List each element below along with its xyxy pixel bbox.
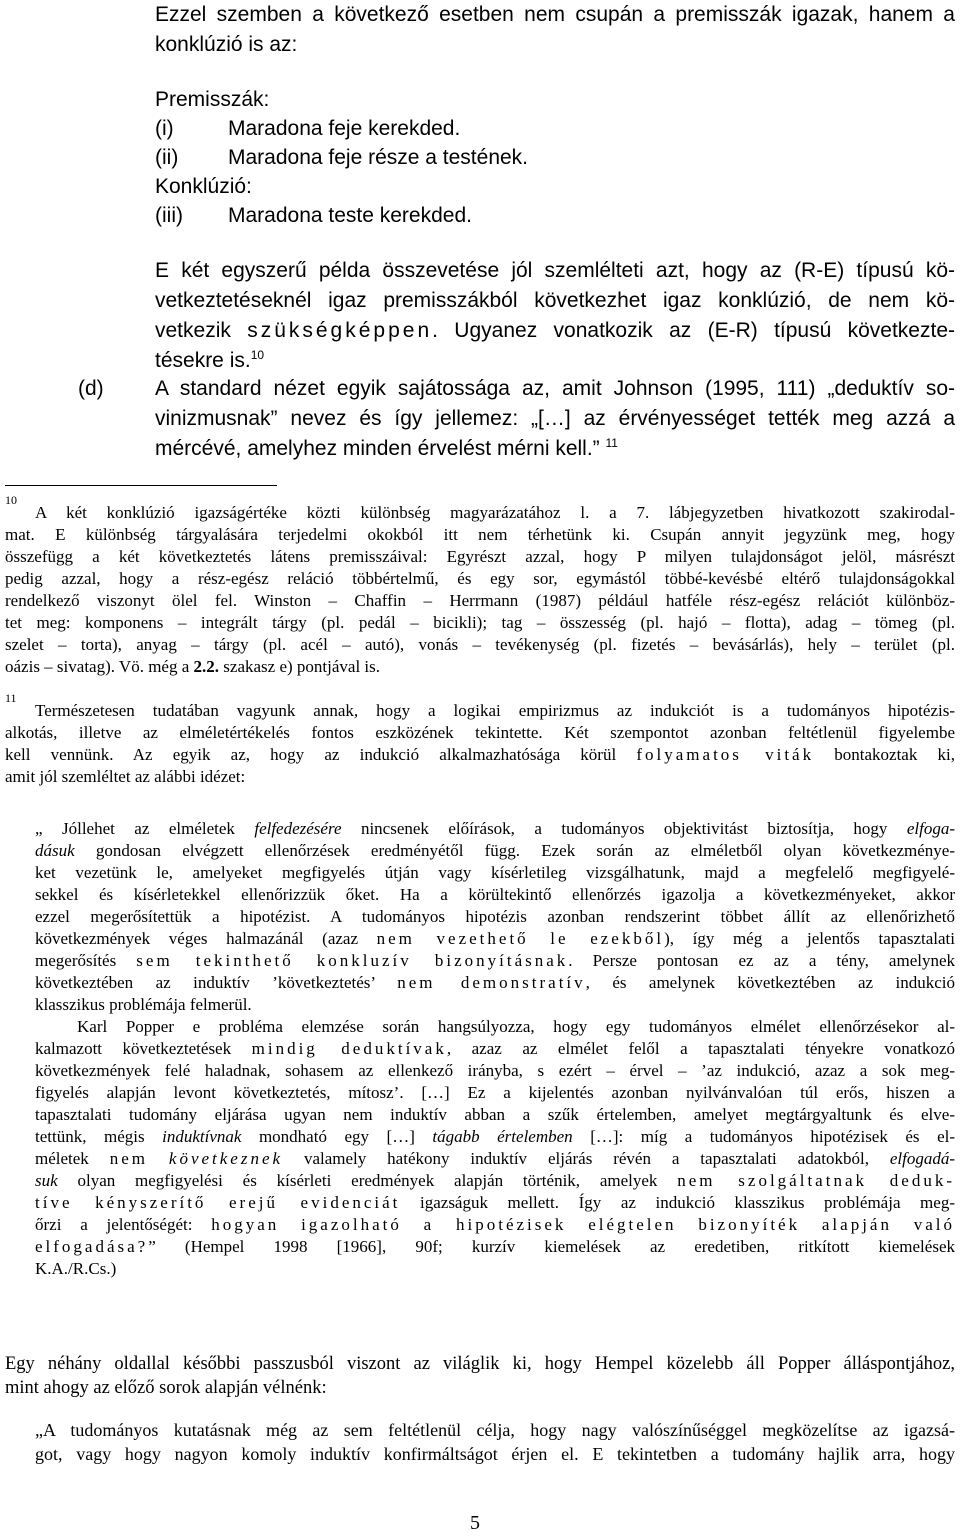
quote-text: „ Jóllehet az elméletek xyxy=(35,819,255,838)
footnote-11 xyxy=(5,700,955,788)
quote-line: következmények felé haladnak, sohasem az ellenkező irányba, s ezért – érvel – ’az indukció, azaz a sok meg- xyxy=(35,1061,955,1080)
paragraph-text: . Ugyanez vonatkozik az (E-R) típusú következte- xyxy=(432,319,955,342)
quote-line: got, vagy hogy nagyon komoly induktív konfirmáltságot érjen el. E tekintetben a tudomány hajlik arra, hogy xyxy=(35,1444,955,1464)
footnote-line: alkotás, illetve az elméletértékelés fontos eszközének tekintette. Két szempontot azonban feltétlenül figyelembe xyxy=(5,723,955,742)
quote-line xyxy=(35,818,955,840)
spaced-emphasis: nem szolgáltatnak deduk- xyxy=(677,1171,955,1190)
item-label-d: (d) xyxy=(78,377,104,400)
standard-view-paragraph xyxy=(155,374,955,464)
paragraph-line: E két egyszerű példa összevetése jól szemlélteti azt, hogy az (R-E) típusú kö- xyxy=(155,259,955,282)
spaced-emphasis: nem demonstratív xyxy=(397,973,586,992)
paragraph-line: Egy néhány oldallal későbbi passzusból viszont az világlik ki, hogy Hempel közelebb áll Popper álláspontjához, xyxy=(5,1354,955,1374)
spaced-italic-emphasis: következnek xyxy=(168,1149,284,1168)
paragraph-line: mint ahogy az előző sorok alapján vélnénk: xyxy=(5,1378,327,1398)
hempel-quote xyxy=(35,818,955,1280)
paragraph-line: A standard nézet egyik sajátossága az, amit Johnson (1995, 111) „deduktív so- xyxy=(155,377,955,400)
quote-line xyxy=(35,1214,955,1236)
quote-text: kalmazott következtetések xyxy=(35,1039,252,1058)
quote-line xyxy=(35,950,955,972)
premise-number: (ii) xyxy=(155,146,179,169)
footnote-line: Természetesen tudatában vagyunk annak, hogy a logikai empirizmus az indukciót is a tudományos hipotézis- xyxy=(35,701,955,720)
quote-line: Karl Popper e probléma elemzése során hangsúlyozza, hogy egy tudományos elmélet ellenőrzésekor al- xyxy=(77,1017,955,1036)
quote-line xyxy=(35,928,955,950)
spaced-emphasis: elfogadása? xyxy=(35,1237,149,1256)
footnote-text: szakasz e) pontjával is. xyxy=(219,657,380,676)
conclusion-text: Maradona teste kerekded. xyxy=(228,204,472,227)
footnote-line: szelet – torta), anyag – tárgy (pl. acél – autó), vonás – tevékenység (pl. fizetés – bevásárlás), hely – terület (pl. xyxy=(5,635,955,654)
italic-emphasis: felfedezésére xyxy=(254,819,342,838)
paragraph-text: vetkezik xyxy=(155,319,231,342)
footnote-text: oázis – sivatag). Vö. még a xyxy=(5,657,194,676)
quote-text: […]: míg a tudományos hipotézisek és el- xyxy=(572,1127,955,1146)
footnote-line: mat. E különbség tárgyalására terjedelmi okokból itt nem térhetünk ki. Csupán annyit jegyzünk meg, hogy xyxy=(5,525,955,544)
quote-line xyxy=(35,1126,955,1148)
italic-emphasis: dásuk xyxy=(35,841,75,860)
premise-number: (i) xyxy=(155,117,174,140)
quote-line: figyelés alapján levont következtetés, mítosz’. […] Ez a kijelentés azonban nyilvánvalóan túl erős, hiszen a xyxy=(35,1083,955,1102)
quote-text: méletek xyxy=(35,1149,110,1168)
spaced-emphasis: mindig deduktívak xyxy=(251,1039,447,1058)
spaced-emphasis: hogyan igazolható a hipotézisek elégtelen bizonyíték alapján való xyxy=(211,1215,956,1234)
quote-line: tapasztalati tudomány eljárása ugyan nem induktív abban a szűk értelemben, amelyet megtárgyaltunk és elve- xyxy=(35,1105,955,1124)
spaced-emphasis: szükségképpen xyxy=(247,319,433,342)
premises-label: Premisszák: xyxy=(155,88,270,111)
footnote-separator xyxy=(5,485,277,486)
second-hempel-quote xyxy=(35,1418,955,1466)
footnote-line: tet meg: komponens – integrált tárgy (pl. pedál – bicikli); tag – összesség (pl. hajó – flotta), adag – tömeg (pl. xyxy=(5,613,955,632)
footnote-text: kell vennünk. Az egyik az, hogy az indukció alkalmazhatósága körül xyxy=(5,745,637,764)
quote-line xyxy=(35,1236,955,1258)
quote-text: tettünk, mégis xyxy=(35,1127,163,1146)
quote-line xyxy=(35,1192,955,1214)
quote-text: . Persze pontosan ez az a tény, amelynek xyxy=(568,951,956,970)
footnote-number: 10 xyxy=(5,493,17,507)
premise-text: Maradona feje kerekded. xyxy=(228,117,461,140)
footnote-line xyxy=(5,656,955,678)
italic-emphasis: elfoga- xyxy=(906,819,955,838)
quote-text: , azaz az elmélet felől a tapasztalati tényekre vonatkozó xyxy=(446,1039,956,1058)
paragraph-line: vinizmusnak” nevez és így jellemez: „[…] az érvényességet tették meg azzá a xyxy=(155,407,955,430)
quote-line: „A tudományos kutatásnak még az sem feltétlenül célja, hogy nagy valószínűséggel megközelítse az igazsá- xyxy=(35,1420,955,1440)
footnote-10 xyxy=(5,502,955,678)
footnote-ref-10[interactable]: 10 xyxy=(250,348,265,362)
footnote-number: 11 xyxy=(5,691,17,705)
premise-text: Maradona feje része a testének. xyxy=(228,146,529,169)
quote-text: megerősítés xyxy=(35,951,137,970)
spaced-emphasis: nem vezethető le ezekből xyxy=(376,929,665,948)
italic-emphasis: induktívnak xyxy=(162,1127,242,1146)
paragraph-text: mércévé, amelyhez minden érvelést mérni kell.” xyxy=(155,437,600,460)
quote-text: nincsenek előírások, a tudományos objektivitást biztosítja, hogy xyxy=(341,819,907,838)
footnote-text: bontakoztak ki, xyxy=(814,745,956,764)
paragraph-line xyxy=(155,434,955,464)
footnote-line: amit jól szemléltet az alábbi idézet: xyxy=(5,767,246,786)
footnote-ref-11[interactable]: 11 xyxy=(605,436,618,450)
intro-line: konklúzió is az: xyxy=(155,33,298,56)
quote-text: következtében az induktív ’következtetés’ xyxy=(35,973,398,992)
quote-text: gondosan elvégzett ellenőrzések eredményétől függ. Ezek során az elméletből olyan következménye- xyxy=(74,841,955,860)
after-quote-paragraph xyxy=(5,1352,955,1400)
paragraph-text: tésekre is. xyxy=(155,349,251,372)
quote-line xyxy=(35,1170,955,1192)
footnote-line: összefügg a két következtetés látens premisszáival: Egyrészt azzal, hogy P milyen tulajdonságot jelöl, másrészt xyxy=(5,547,955,566)
italic-emphasis: suk xyxy=(35,1171,58,1190)
paragraph-line xyxy=(155,346,955,376)
quote-line: K.A./R.Cs.) xyxy=(35,1259,117,1278)
conclusion-number: (iii) xyxy=(155,204,183,227)
conclusion-label: Konklúzió: xyxy=(155,175,252,198)
quote-text: következmények véges halmazánál (azaz xyxy=(35,929,377,948)
quote-text: őrzi a jelentőségét: xyxy=(35,1215,212,1234)
quote-text: igazságuk mellett. Így az indukció klasszikus problémája meg- xyxy=(400,1193,955,1212)
spaced-emphasis: nem xyxy=(109,1149,148,1168)
quote-line: ket vezetünk le, amelyeket megfigyelés útján vagy kísérletileg vizsgálhatunk, majd a megfelelő megfigyelé- xyxy=(35,863,955,882)
paragraph-line: vetkeztetéseknél igaz premisszákból következhet igaz konklúzió, de nem kö- xyxy=(155,289,955,312)
italic-emphasis: tágabb értelemben xyxy=(432,1127,573,1146)
spaced-emphasis: folyamatos viták xyxy=(636,745,815,764)
intro-line: Ezzel szemben a következő esetben nem csupán a premisszák igazak, hanem a xyxy=(155,3,955,26)
footnote-line: rendelkező viszonyt ölel fel. Winston – Chaffin – Herrmann (1987) például hatféle rész-egész relációt különböz- xyxy=(5,591,955,610)
quote-text: mondható egy […] xyxy=(241,1127,433,1146)
quote-text: valamely hatékony induktív eljárás révén a tapasztalati adatokból, xyxy=(283,1149,890,1168)
quote-line: sekkel és kísérletekkel ellenőrizzük őket. Ha a körültekintő ellenőrzés igazolja a következményeket, akkor xyxy=(35,885,955,904)
italic-emphasis: elfogadá- xyxy=(889,1149,956,1168)
page-number: 5 xyxy=(470,1512,480,1534)
quote-line xyxy=(35,1148,955,1170)
spaced-emphasis: sem tekinthető konkluzív bizonyításnak xyxy=(136,951,569,970)
quote-text: olyan megfigyelési és kísérleti eredmények alapján történik, amelyek xyxy=(57,1171,678,1190)
spaced-emphasis: tíve kényszerítő erejű evidenciát xyxy=(35,1193,401,1212)
footnote-line: A két konklúzió igazságértéke közti különbség magyarázatához l. a 7. lábjegyzetben hivatkozott szakirodal- xyxy=(35,503,955,522)
quote-line xyxy=(35,1038,955,1060)
quote-line xyxy=(35,972,955,994)
quote-line xyxy=(35,840,955,862)
quote-text: ” (Hempel 1998 [1966], 90f; kurzív kiemelések az eredetiben, ritkított kiemelések xyxy=(148,1237,955,1256)
intro-paragraph xyxy=(155,0,955,60)
quote-line: klasszikus problémája felmerül. xyxy=(35,995,252,1014)
quote-text: ), így még a jelentős tapasztalati xyxy=(664,929,955,948)
footnote-line xyxy=(5,744,955,766)
quote-text: , és amelynek következtében az indukció xyxy=(585,973,956,992)
footnote-line: pedig azzal, hogy a rész-egész reláció többértelmű, és egy sor, egymástól többé-kevésbé eltérő tulajdonságokkal xyxy=(5,569,955,588)
comparison-paragraph xyxy=(155,256,955,376)
paragraph-line xyxy=(155,316,955,346)
quote-line: ezzel megerősítettük a hipotézist. A tudományos hipotézis azonban rendszerint többet állít az ellenőrizhető xyxy=(35,907,955,926)
section-reference: 2.2. xyxy=(193,657,220,676)
